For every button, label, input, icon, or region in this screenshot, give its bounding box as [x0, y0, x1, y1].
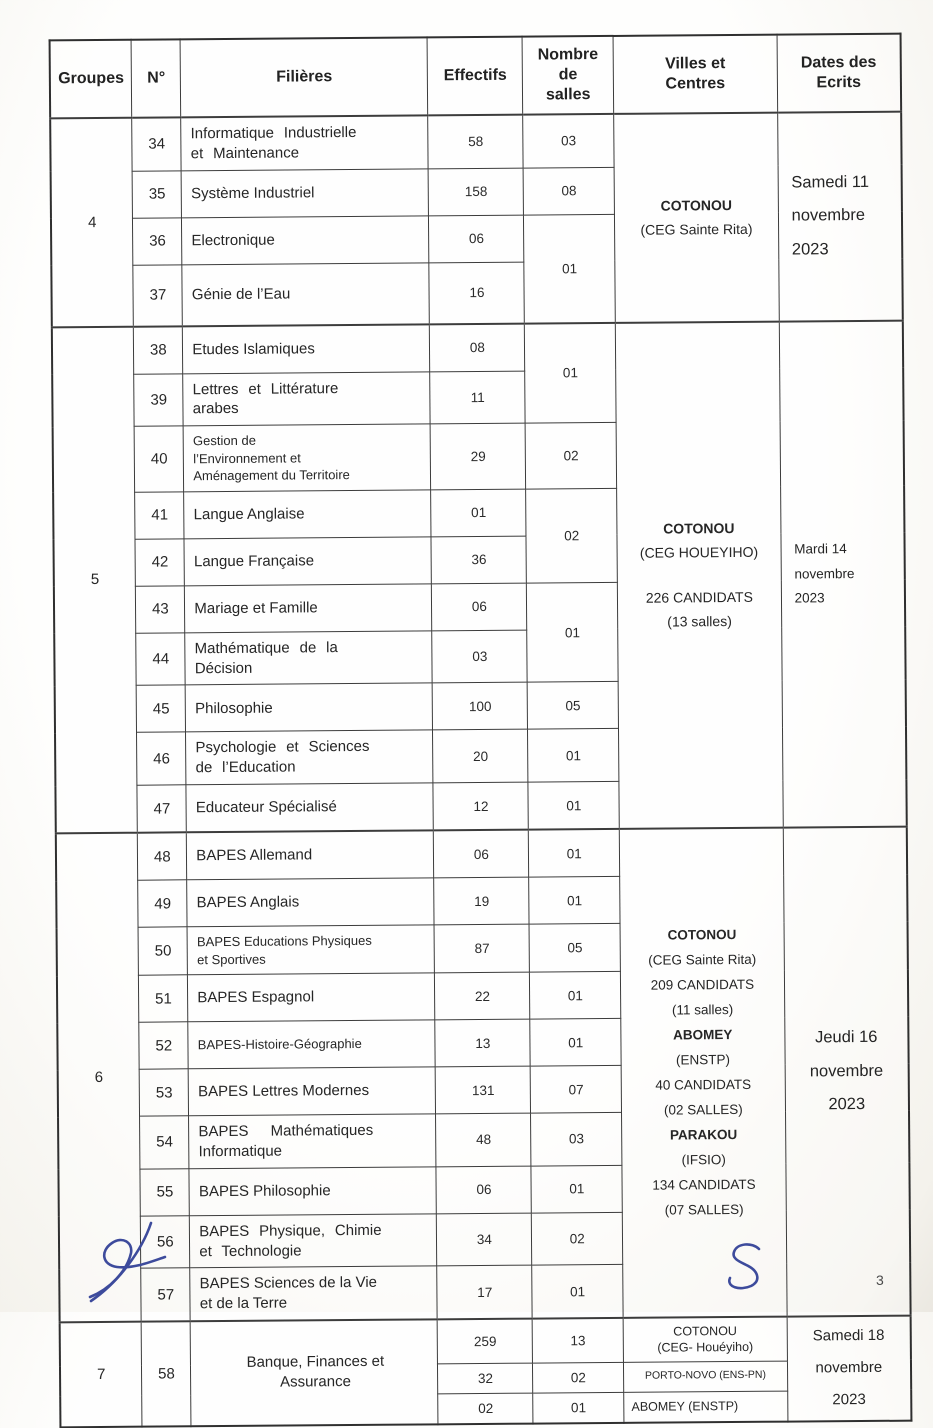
- numero-cell: 46: [137, 732, 186, 785]
- effectif-cell: 06: [434, 830, 529, 878]
- filiere-cell: BAPES Physique, Chimie et Technologie: [190, 1214, 438, 1269]
- effectif-cell: 36: [431, 536, 526, 584]
- effectif-cell: 19: [434, 877, 529, 925]
- filiere-cell: BAPES Espagnol: [188, 973, 436, 1022]
- villes-line: (IFSIO): [681, 1152, 726, 1168]
- numero-cell: 40: [135, 426, 184, 492]
- villes-line: PARAKOU: [669, 1127, 738, 1143]
- effectif-cell: 48: [436, 1113, 531, 1166]
- numero-cell: 56: [141, 1216, 190, 1269]
- filiere-cell: Banque, Finances et Assurance: [190, 1319, 438, 1426]
- numero-cell: 52: [139, 1022, 188, 1069]
- filiere-cell: BAPES Mathématiques Informatique: [189, 1114, 437, 1169]
- effectif-cell: 158: [429, 168, 524, 216]
- salles-cell: 01: [529, 876, 620, 924]
- filiere-cell: BAPES Sciences de la Vie et de la Terre: [190, 1266, 438, 1321]
- villes-cell: [624, 1391, 788, 1423]
- effectif-cell: 06: [436, 1166, 531, 1214]
- filiere-cell: Mathématique de la Décision: [185, 631, 433, 686]
- table-row: [60, 1316, 911, 1367]
- filiere-cell: Informatique Industrielle et Maintenance: [181, 115, 429, 170]
- salles-cell: 13: [532, 1318, 623, 1363]
- effectif-cell: 03: [432, 630, 527, 683]
- numero-cell: 45: [137, 685, 186, 732]
- numero-cell: 35: [133, 170, 182, 217]
- table-row: [52, 320, 903, 374]
- villes-line: PORTO-NOVO (ENS-PN): [644, 1369, 766, 1383]
- villes-cell: [624, 1361, 788, 1392]
- villes-line: ABOMEY (ENSTP): [631, 1399, 739, 1414]
- filiere-cell: Educateur Spécialisé: [186, 783, 434, 832]
- filiere-cell: Philosophie: [185, 683, 433, 732]
- villes-line: (ENSTP): [675, 1052, 731, 1068]
- effectif-cell: 100: [433, 683, 528, 731]
- villes-cell: [615, 321, 782, 829]
- filiere-cell: BAPES Allemand: [187, 830, 435, 879]
- effectif-cell: 06: [432, 583, 527, 631]
- effectif-cell: 16: [429, 262, 524, 324]
- numero-cell: 50: [138, 927, 187, 975]
- numero-cell: 47: [137, 785, 186, 833]
- filiere-cell: BAPES-Histoire-Géographie: [188, 1020, 436, 1069]
- filiere-cell: BAPES Lettres Modernes: [188, 1067, 436, 1116]
- numero-cell: 53: [140, 1069, 189, 1116]
- villes-line: (11 salles): [671, 1002, 734, 1018]
- villes-line: 226 CANDIDATS: [645, 589, 753, 606]
- effectif-cell: 12: [433, 782, 528, 830]
- effectif-cell: 13: [435, 1019, 530, 1067]
- villes-line: 40 CANDIDATS: [655, 1077, 752, 1093]
- filiere-cell: Langue Anglaise: [184, 490, 432, 539]
- salles-cell: 01: [532, 1265, 623, 1319]
- numero-cell: 36: [133, 217, 182, 264]
- table-row: [50, 112, 901, 172]
- numero-cell: 38: [134, 326, 183, 374]
- villes-line: (CEG HOUEYIHO): [639, 543, 759, 561]
- col-header-dates: Dates des Ecrits: [777, 34, 901, 113]
- villes-line: (13 salles): [667, 613, 732, 631]
- filiere-cell: Lettres et Littérature arabes: [183, 371, 431, 426]
- salles-cell: 05: [529, 923, 620, 972]
- numero-cell: 51: [139, 975, 188, 1022]
- effectif-cell: 06: [429, 215, 524, 263]
- salles-cell: 08: [523, 167, 614, 215]
- page-number: 3: [876, 1272, 884, 1288]
- date-cell: Mardi 14 novembre 2023: [779, 320, 907, 827]
- villes-cell: [619, 828, 786, 1318]
- table-header-row: [50, 34, 902, 119]
- table-row: [56, 827, 907, 881]
- effectif-cell: 32: [438, 1363, 533, 1394]
- col-header-filieres: Filières: [180, 37, 428, 117]
- villes-line: 209 CANDIDATS: [650, 976, 755, 993]
- salles-cell: 07: [530, 1066, 621, 1114]
- salles-cell: 03: [523, 114, 614, 168]
- villes-line: [621, 567, 778, 583]
- villes-line: (CEG- Houéyiho): [657, 1340, 754, 1355]
- effectif-cell: 17: [437, 1265, 532, 1319]
- villes-line: ABOMEY: [673, 1027, 733, 1043]
- salles-cell: 01: [529, 829, 620, 877]
- salles-cell: 03: [531, 1113, 622, 1166]
- filiere-cell: Mariage et Famille: [185, 584, 433, 633]
- filiere-cell: Gestion de l’Environnement et Aménagement du Territoire: [183, 424, 431, 492]
- numero-cell: 55: [140, 1169, 189, 1216]
- filiere-cell: Electronique: [182, 215, 430, 264]
- salles-cell: 01: [528, 781, 619, 829]
- filiere-cell: Psychologie et Sciences de l’Education: [186, 730, 434, 785]
- salles-cell: 01: [530, 1019, 621, 1067]
- groupe-cell: 6: [56, 833, 142, 1323]
- villes-line: (07 SALLES): [664, 1202, 744, 1219]
- effectif-cell: 131: [436, 1066, 531, 1114]
- salles-cell: 01: [525, 323, 617, 424]
- numero-cell: 49: [138, 880, 187, 927]
- salles-cell: 02: [526, 488, 618, 583]
- villes-cell: [623, 1317, 787, 1363]
- date-cell: Samedi 11 novembre 2023: [777, 112, 902, 322]
- effectif-cell: 22: [435, 972, 530, 1020]
- salles-cell: 02: [533, 1362, 624, 1393]
- salles-cell: 05: [527, 682, 618, 730]
- effectif-cell: 259: [438, 1319, 533, 1364]
- exam-schedule-table: [49, 33, 913, 1428]
- effectif-cell: 20: [433, 730, 528, 783]
- filiere-cell: Etudes Islamiques: [183, 324, 431, 373]
- villes-line: 134 CANDIDATS: [652, 1177, 756, 1194]
- groupe-cell: 7: [60, 1322, 143, 1427]
- filiere-cell: Génie de l’Eau: [182, 262, 430, 325]
- effectif-cell: 58: [428, 115, 523, 169]
- effectif-cell: 34: [437, 1213, 532, 1266]
- salles-cell: 02: [532, 1212, 623, 1265]
- effectif-cell: 01: [431, 489, 526, 537]
- salles-cell: 01: [530, 972, 621, 1020]
- numero-cell: 57: [141, 1268, 190, 1321]
- villes-line: COTONOU: [673, 1324, 737, 1339]
- numero-cell: 42: [135, 539, 184, 586]
- effectif-cell: 87: [434, 924, 529, 973]
- col-header-numero: N°: [132, 39, 181, 117]
- numero-cell: 39: [134, 373, 183, 426]
- numero-cell: 48: [138, 832, 187, 880]
- salles-cell: 01: [524, 214, 616, 323]
- villes-line: (CEG Sainte Rita): [640, 221, 753, 239]
- date-cell: Samedi 18 novembre 2023: [787, 1316, 912, 1422]
- filiere-cell: BAPES Educations Physiques et Sportives: [187, 925, 435, 975]
- filiere-cell: BAPES Philosophie: [189, 1167, 437, 1216]
- villes-line: COTONOU: [667, 926, 737, 943]
- col-header-groupes: Groupes: [50, 40, 133, 119]
- effectif-cell: 02: [438, 1393, 533, 1424]
- numero-cell: 43: [136, 586, 185, 633]
- villes-line: COTONOU: [663, 519, 735, 537]
- col-header-salles: Nombre de salles: [522, 36, 613, 115]
- filiere-cell: Système Industriel: [181, 168, 429, 217]
- effectif-cell: 29: [431, 423, 526, 489]
- numero-cell: 44: [136, 633, 185, 686]
- numero-cell: 41: [135, 492, 184, 539]
- salles-cell: 01: [533, 1392, 624, 1423]
- effectif-cell: 08: [430, 323, 525, 371]
- salles-cell: 01: [531, 1165, 622, 1213]
- villes-cell: [614, 113, 779, 323]
- villes-line: COTONOU: [660, 197, 732, 214]
- salles-cell: 01: [528, 729, 619, 782]
- col-header-villes: Villes et Centres: [613, 35, 777, 114]
- villes-line: (CEG Sainte Rita): [648, 951, 757, 968]
- villes-line: (02 SALLES): [663, 1102, 743, 1118]
- numero-cell: 37: [133, 264, 182, 326]
- salles-cell: 02: [525, 423, 616, 489]
- table-body: [50, 112, 911, 1427]
- groupe-cell: 5: [52, 326, 138, 833]
- exam-schedule-table-wrap: [49, 33, 913, 1428]
- col-header-effectifs: Effectifs: [428, 37, 523, 116]
- date-cell: Jeudi 16 novembre 2023: [783, 827, 911, 1317]
- filiere-cell: Langue Française: [184, 537, 432, 586]
- groupe-cell: 4: [50, 118, 134, 327]
- salles-cell: 01: [527, 582, 619, 682]
- numero-cell: 34: [132, 117, 181, 170]
- numero-cell: 54: [140, 1116, 189, 1169]
- filiere-cell: BAPES Anglais: [187, 878, 435, 927]
- effectif-cell: 11: [430, 371, 525, 424]
- table-header: [50, 34, 902, 119]
- numero-cell: 58: [142, 1321, 192, 1426]
